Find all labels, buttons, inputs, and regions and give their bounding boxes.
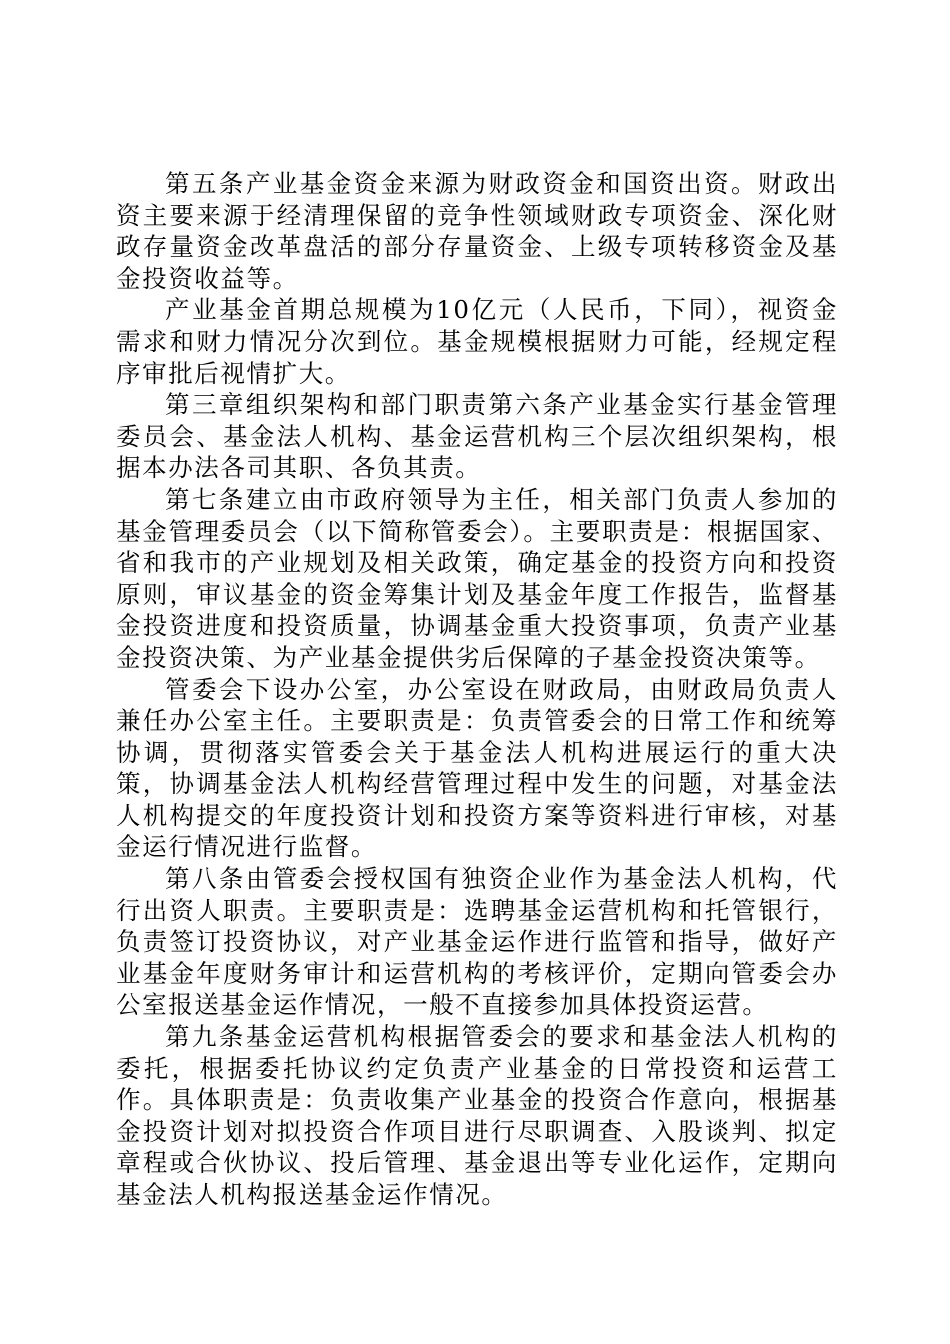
paragraph-committee-office: 管委会下设办公室，办公室设在财政局，由财政局负责人兼任办公室主任。主要职责是：负责管委会的日常工作和统筹协调，贯彻落实管委会关于基金法人机构进展运行的重大决策，协调基金法人机构经营管理过程中发生的问题，对基金法人机构提交的年度投资计划和投资方案等资料进行审核，对基金运行情况进行监督。 [116, 674, 838, 862]
paragraph-article-5: 第五条产业基金资金来源为财政资金和国资出资。财政出资主要来源于经清理保留的竞争性领域财政专项资金、深化财政存量资金改革盘活的部分存量资金、上级专项转移资金及基金投资收益等。 [116, 169, 838, 293]
paragraph-article-9: 第九条基金运营机构根据管委会的要求和基金法人机构的委托，根据委托协议约定负责产业基金的日常投资和运营工作。具体职责是：负责收集产业基金的投资合作意向，根据基金投资计划对拟投资合作项目进行尽职调查、入股谈判、拟定章程或合伙协议、投后管理、基金退出等专业化运作，定期向基金法人机构报送基金运作情况。 [116, 1022, 838, 1209]
document-body [116, 168, 838, 1211]
paragraph-chapter-3-article-6: 第三章组织架构和部门职责第六条产业基金实行基金管理委员会、基金法人机构、基金运营机构三个层次组织架构，根据本办法各司其职、各负其责。 [116, 390, 838, 483]
paragraph-article-7: 第七条建立由市政府领导为主任，相关部门负责人参加的基金管理委员会（以下简称管委会）。主要职责是：根据国家、省和我市的产业规划及相关政策，确定基金的投资方向和投资原则，审议基金的资金筹集计划及基金年度工作报告，监督基金投资进度和投资质量，协调基金重大投资事项，负责产业基金投资决策、为产业基金提供劣后保障的子基金投资决策等。 [116, 484, 838, 672]
paragraph-article-8: 第八条由管委会授权国有独资企业作为基金法人机构，代行出资人职责。主要职责是：选聘基金运营机构和托管银行，负责签订投资协议，对产业基金运作进行监管和指导，做好产业基金年度财务审计和运营机构的考核评价，定期向管委会办公室报送基金运作情况，一般不直接参加具体投资运营。 [116, 864, 838, 1020]
paragraph-fund-scale: 产业基金首期总规模为10亿元（人民币，下同），视资金需求和财力情况分次到位。基金规模根据财力可能，经规定程序审批后视情扩大。 [116, 295, 838, 388]
